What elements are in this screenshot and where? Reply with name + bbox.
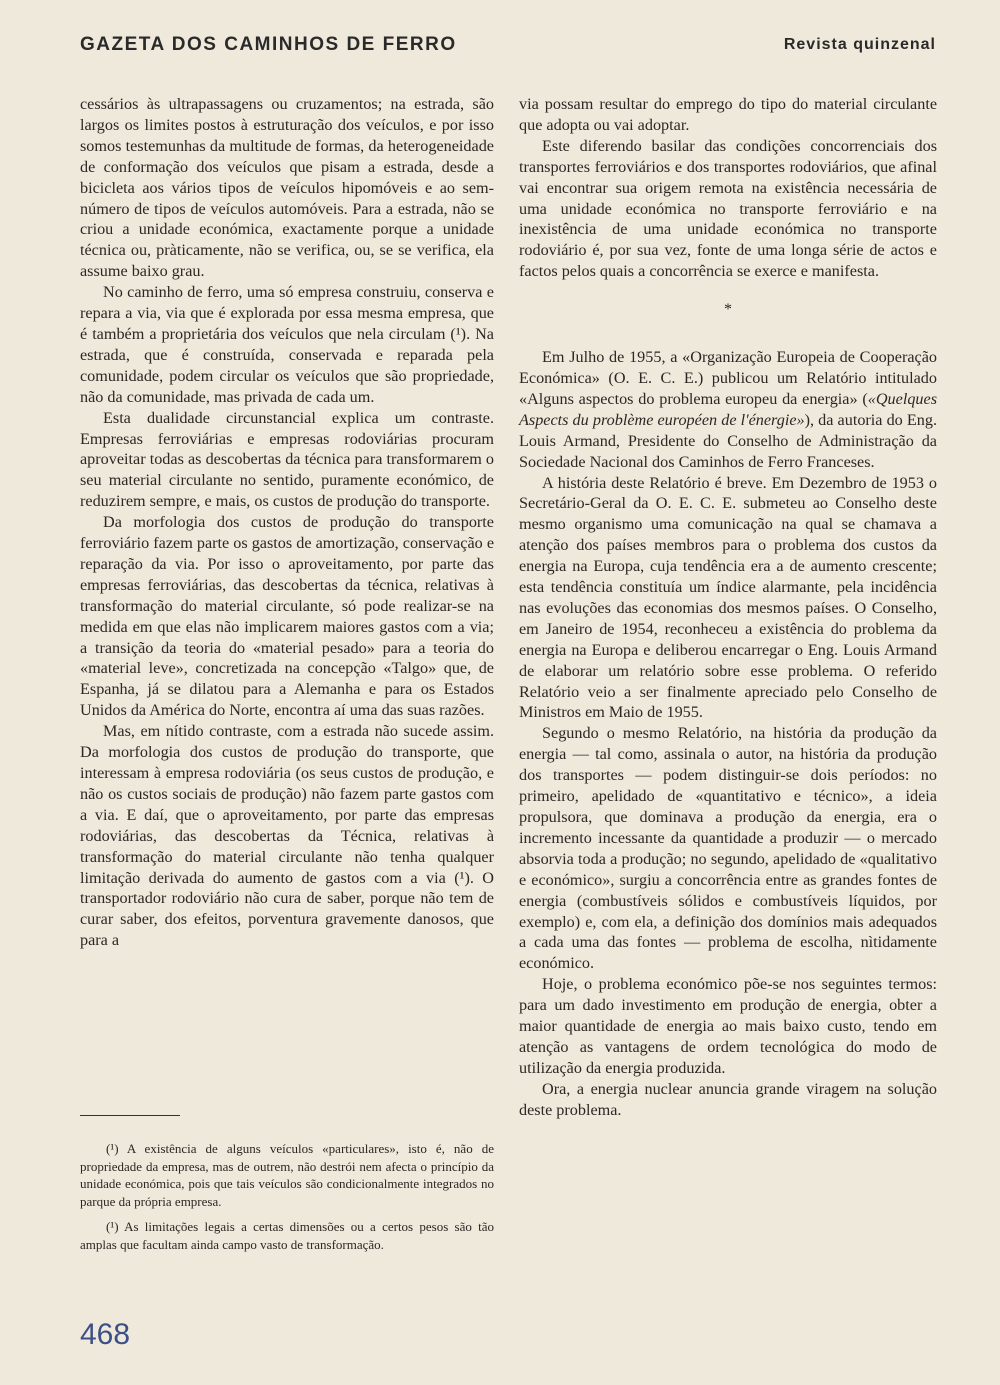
paragraph: Da morfologia dos custos de produção do transporte ferroviário fazem parte os gastos de amortização, conservação e reparação da via. Por isso o aproveitamento, por parte das empresas ferroviárias, das descobertas da técnica, relativas à transformação do material circulante, só pode realizar-se na medida em que elas não implicarem maiores gastos com a via; a transição da teoria do «material pesado» para a teoria do «material leve», concretizada na concepção «Talgo» que, de Espanha, já se dilatou para a Alemanha e para os Estados Unidos da América do Norte, encontra aí uma das suas razões. bbox=[80, 513, 494, 720]
paragraph: via possam resultar do emprego do tipo do material circulante que adopta ou vai adoptar. bbox=[519, 95, 937, 134]
paragraph: Ora, a energia nuclear anuncia grande viragem na solução deste problema. bbox=[519, 1079, 937, 1119]
text-run: ), da autoria do Eng. Louis Armand, Presidente do Conselho de Administração da Sociedade Nacional dos Caminhos de Ferro Franceses. bbox=[519, 410, 938, 471]
journal-subtitle: Revista quinzenal bbox=[783, 36, 936, 53]
paragraph: Esta dualidade circunstancial explica um contraste. Empresas ferroviárias e empresas rodoviárias procuram aproveitar todas as descobertas da técnica para transformarem o seu material circulante no sentido, puramente económico, de reduzirem sempre, e mais, os custos de produção do transporte. bbox=[80, 408, 494, 511]
right-column bbox=[519, 94, 937, 1121]
running-header bbox=[80, 34, 936, 64]
paragraph: Este diferendo basilar das condições concorrenciais dos transportes ferroviários e dos transportes rodoviários, que afinal vai encontrar sua origem remota na existência necessária de uma unidade económica no transporte ferroviário e na inexistência de uma unidade económica no transporte rodoviário é, por sua vez, fonte de uma longa série de actos e factos pelos quais a concorrência se exerce e manifesta. bbox=[519, 136, 937, 281]
paragraph: No caminho de ferro, uma só empresa construiu, conserva e repara a via, via que é explorada por essa mesma empresa, que é também a proprietária dos veículos que nela circulam (¹). Na estrada, que é construída, conservada e reparada pela comunidade, podem circular os veículos que são propriedade, não da comunidade, mas privada de cada um. bbox=[80, 283, 494, 406]
paragraph bbox=[519, 347, 937, 472]
journal-title: GAZETA DOS CAMINHOS DE FERRO bbox=[80, 34, 457, 55]
section-separator: * bbox=[724, 301, 732, 319]
footnote: (¹) As limitações legais a certas dimensões ou a certos pesos são tão amplas que facultam ainda campo vasto de transformação. bbox=[80, 1219, 494, 1252]
paragraph: cessários às ultrapassagens ou cruzamentos; na estrada, são largos os limites postos à estruturação dos veículos, e por isso somos testemunhas da multitude de formas, da heterogeneidade de conformação dos veículos que pisam a estrada, desde a bicicleta aos vários tipos de veículos hipomóveis e ao sem-número de tipos de veículos automóveis. Para a estrada, não se criou a unidade económica, exactamente porque a unidade técnica ou, pràticamente, não se verifica, ou, se se verifica, ela assume baixo grau. bbox=[80, 95, 494, 281]
left-column bbox=[80, 94, 494, 951]
footnote-divider bbox=[80, 1115, 180, 1116]
footnote: (¹) A existência de alguns veículos «particulares», isto é, não de propriedade da empresa, mas de outrem, não destrói nem afecta o princípio da unidade económica, pois que tais veículos são condicionalmente integrados no parque da própria empresa. bbox=[80, 1141, 494, 1209]
paragraph: Mas, em nítido contraste, com a estrada não sucede assim. Da morfologia dos custos de produção do transporte, que interessam à empresa rodoviária (os seus custos de produção, e não os custos sociais de produção) não fazem parte gastos com a via. E daí, que o aproveitamento, por parte das empresas rodoviárias, das descobertas da Técnica, relativas à transformação do material circulante não tenha qualquer limitação derivada do aumento de gastos com a via (¹). O transportador rodoviário não cura de saber, porque não tem de curar saber, dos efeitos, porventura gravemente danosos, que para a bbox=[80, 722, 494, 950]
text-run: Em Julho de 1955, a «Organização Europeia de Cooperação Económica» (O. E. C. E.) publicou um Relatório intitulado «Alguns aspectos do problema europeu da energia» ( bbox=[519, 348, 937, 408]
italic-title: «Quelques Aspects du problème européen de l'énergie» bbox=[519, 389, 937, 429]
paragraph: A história deste Relatório é breve. Em Dezembro de 1953 o Secretário-Geral da O. E. C. E. submeteu ao Conselho deste mesmo organismo uma comunicação na qual se chamava a atenção dos países membros para o problema dos custos da energia na Europa, cuja tendência era a de aumento crescente; esta tendência constituía um índice alarmante, pela incidência nas evoluções das economias dos mesmos países. O Conselho, em Janeiro de 1954, reconheceu a existência do problema da energia na Europa e deliberou encarregar o Eng. Louis Armand de elaborar um relatório sobre esse problema. O referido Relatório veio a ser finalmente apreciado pelo Conselho de Ministros em Maio de 1955. bbox=[519, 473, 937, 722]
paragraph: Segundo o mesmo Relatório, na história da produção da energia — tal como, assinala o autor, na história da produção dos transportes — podem distinguir-se dois períodos: no primeiro, apelidado de «quantitativo e técnico», a ideia propulsora, que dominava a produção da energia, era o incremento incessante da quantidade a produzir — o mercado absorvia toda a produção; no segundo, apelidado de «qualitativo e económico», surgiu a concorrência entre as grandes fontes de energia (combustíveis sólidos e combustíveis líquidos, por exemplo) e, com ela, a definição dos domínios mais adequados a cada uma das fontes — problema de escolha, nìtidamente económico. bbox=[519, 724, 937, 973]
paragraph: Hoje, o problema económico põe-se nos seguintes termos: para um dado investimento em produção de energia, obter a maior quantidade de energia ao mais baixo custo, tendo em atenção as vantagens de ordem tecnológica do modo de utilização da energia produzida. bbox=[519, 975, 937, 1077]
page-number: 468 bbox=[80, 1318, 131, 1351]
footnotes bbox=[80, 1140, 494, 1261]
